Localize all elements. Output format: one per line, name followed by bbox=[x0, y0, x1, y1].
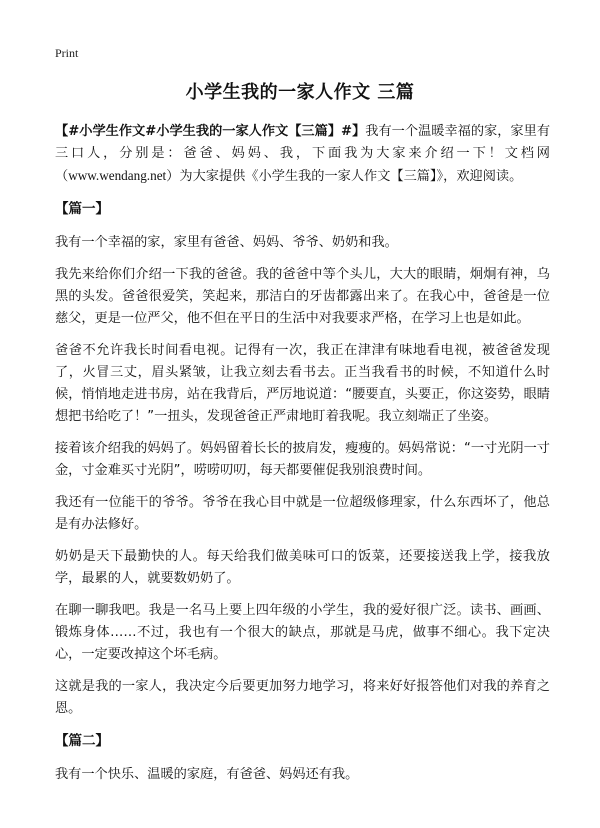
article-body bbox=[55, 121, 550, 796]
paragraph: 接着该介绍我的妈妈了。妈妈留着长长的披肩发，瘦瘦的。妈妈常说：“一寸光阴一寸金，寸金难买寸光阴”，唠唠叨叨，每天都要催促我别浪费时间。 bbox=[55, 441, 550, 478]
intro-paragraph bbox=[55, 121, 550, 188]
paragraph: 我先来给你们介绍一下我的爸爸。我的爸爸中等个头儿，大大的眼睛，炯炯有神，乌黑的头发。爸爸很爱笑，笑起来，那洁白的牙齿都露出来了。在我心中，爸爸是一位慈父，更是一位严父，他不但在平日的生活中对我要求严格，在学习上也是如此。 bbox=[55, 267, 550, 326]
paragraph: 这就是我的一家人，我决定今后要更加努力地学习，将来好好报答他们对我的养育之恩。 bbox=[55, 679, 550, 716]
intro-tags: 【#小学生作文#小学生我的一家人作文【三篇】#】 bbox=[55, 124, 366, 139]
site-link[interactable]: www.wendang.net bbox=[68, 168, 167, 183]
paragraph: 我有一个幸福的家，家里有爸爸、妈妈、爷爷、奶奶和我。 bbox=[55, 235, 398, 250]
print-link[interactable]: Print bbox=[55, 46, 79, 60]
paragraph: 奶奶是天下最勤快的人。每天给我们做美味可口的饭菜，还要接送我上学，接我放学，最累的人，就要数奶奶了。 bbox=[55, 549, 550, 586]
intro-text-b: ）为大家提供《小学生我的一家人作文【三篇】》，欢迎阅读。 bbox=[166, 169, 523, 184]
paragraph: 我有一个快乐、温暖的家庭，有爸爸、妈妈还有我。 bbox=[55, 767, 359, 782]
paragraph: 爸爸不允许我长时间看电视。记得有一次，我正在津津有味地看电视，被爸爸发现了，火冒三丈，眉头紧皱，让我立刻去看书去。正当我看书的时候，不知道什么时候，悄悄地走进书房，站在我背后，严厉地说道：“腰要直，头要正，你这姿势，眼睛想把书给吃了！”一扭头，发现爸爸正严肃地盯着我呢。我立刻端正了坐姿。 bbox=[55, 343, 550, 424]
paragraph: 在聊一聊我吧。我是一名马上要上四年级的小学生，我的爱好很广泛。读书、画画、锻炼身体……不过，我也有一个很大的缺点，那就是马虎，做事不细心。我下定决心，一定要改掉这个坏毛病。 bbox=[55, 603, 550, 662]
intro-text-a: 我有一个温暖幸福的家，家里有三口人，分别是：爸爸、妈妈、我，下面我为大家来介绍一下！文档网（ bbox=[55, 124, 551, 184]
page-title: 小学生我的一家人作文 三篇 bbox=[185, 82, 415, 103]
section-heading-2: 【篇二】 bbox=[55, 733, 109, 749]
paragraph: 我还有一位能干的爷爷。爷爷在我心目中就是一位超级修理家，什么东西坏了，他总是有办法修好。 bbox=[55, 495, 550, 532]
section-heading-1: 【篇一】 bbox=[55, 201, 109, 217]
